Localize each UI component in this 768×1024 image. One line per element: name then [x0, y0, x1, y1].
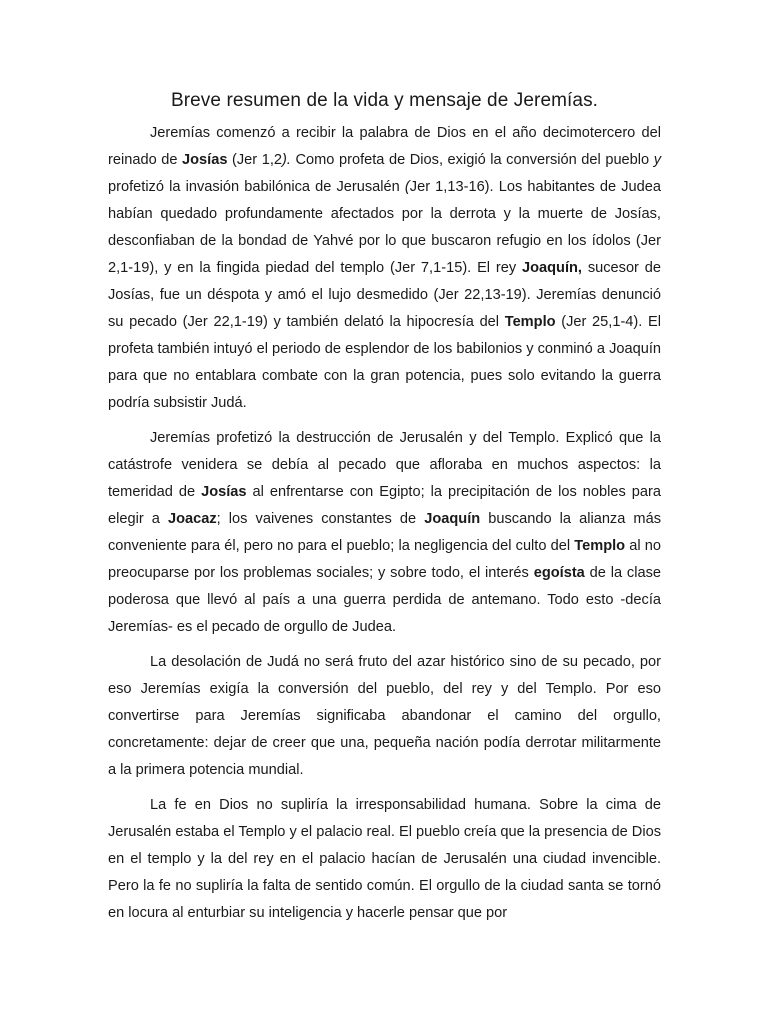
bold-text-run: egoísta — [533, 565, 585, 581]
italic-text-run: y — [653, 152, 661, 168]
text-run: al enfrentarse con Egipto; la precipitación de los nobles para elegir a — [108, 484, 661, 527]
text-run: de la clase poderosa que llevó al país a una guerra perdida de antemano. Todo esto -decía Jeremías- es el pecado de orgullo de Judea. — [108, 565, 662, 635]
text-run: Jer 1,13-16). Los habitantes de Judea habían quedado profundamente afectados por la derrota y la muerte de Josías, desconfiaban de la bondad de Yahvé por lo que buscaron refugio en los ídolos (Jer 2,1-19), y en la fingida piedad del templo (Jer 7,1-15). El rey — [108, 179, 661, 276]
bold-text-run: Templo — [574, 538, 626, 554]
paragraph-3 — [108, 649, 661, 784]
text-run: La desolación de Judá no será fruto del azar histórico sino de su pecado, por eso Jeremías exigía la conversión del pueblo, del rey y del Templo. Por eso convertirse para Jeremías significaba abandonar el camino del orgullo, concretamente: dejar de creer que una, pequeña nación podía derrotar militarmente a la primera potencia mundial. — [108, 654, 661, 778]
bold-text-run: Joaquín — [424, 511, 481, 527]
bold-text-run: Templo — [504, 314, 556, 330]
text-run: La fe en Dios no supliría la irresponsabilidad humana. Sobre la cima de Jerusalén estaba el Templo y el palacio real. El pueblo creía que la presencia de Dios en el templo y la del rey en el palacio hacían de Jerusalén una ciudad invencible. Pero la fe no supliría la falta de sentido común. El orgullo de la ciudad santa se tornó en locura al enturbiar su inteligencia y hacerle pensar que por — [108, 797, 662, 921]
bold-text-run: Joacaz — [167, 511, 217, 527]
text-run: sucesor de Josías, fue un déspota y amó el lujo desmedido (Jer 22,13-19). Jeremías denunció su pecado (Jer 22,1-19) y también delató la hipocresía del — [108, 260, 661, 330]
text-run: Como profeta de Dios, exigió la conversión del pueblo — [290, 152, 654, 168]
text-run: Jeremías comenzó a recibir la palabra de Dios en el año decimotercero del reinado de — [108, 125, 661, 168]
paragraph-4 — [108, 792, 661, 927]
document-title: Breve resumen de la vida y mensaje de Jeremías. — [170, 90, 599, 111]
italic-text-run: ( — [404, 179, 410, 195]
text-run: al no preocuparse por los problemas sociales; y sobre todo, el interés — [108, 538, 661, 581]
italic-text-run: ). — [282, 152, 291, 168]
bold-text-run: Josías — [182, 152, 228, 168]
text-run: (Jer 25,1-4). El profeta también intuyó el periodo de esplendor de los babilonios y conminó a Joaquín para que no entablara combate con la gran potencia, pues solo evitando la guerra podría subsistir Judá. — [108, 314, 661, 411]
text-run: Jeremías profetizó la destrucción de Jerusalén y del Templo. Explicó que la catástrofe venidera se debía al pecado que afloraba en muchos aspectos: la temeridad de — [108, 430, 661, 500]
text-run: profetizó la invasión babilónica de Jerusalén — [108, 179, 405, 195]
paragraph-2 — [108, 425, 661, 641]
text-run: buscando la alianza más conveniente para él, pero no para el pueblo; la negligencia del culto del — [108, 511, 661, 554]
paragraph-1 — [108, 120, 661, 417]
bold-text-run: Josías — [201, 484, 247, 500]
text-run: ; los vaivenes constantes de — [216, 511, 425, 527]
bold-text-run: Joaquín, — [521, 260, 582, 276]
text-run: (Jer 1,2 — [227, 152, 283, 168]
document-page — [108, 88, 661, 935]
